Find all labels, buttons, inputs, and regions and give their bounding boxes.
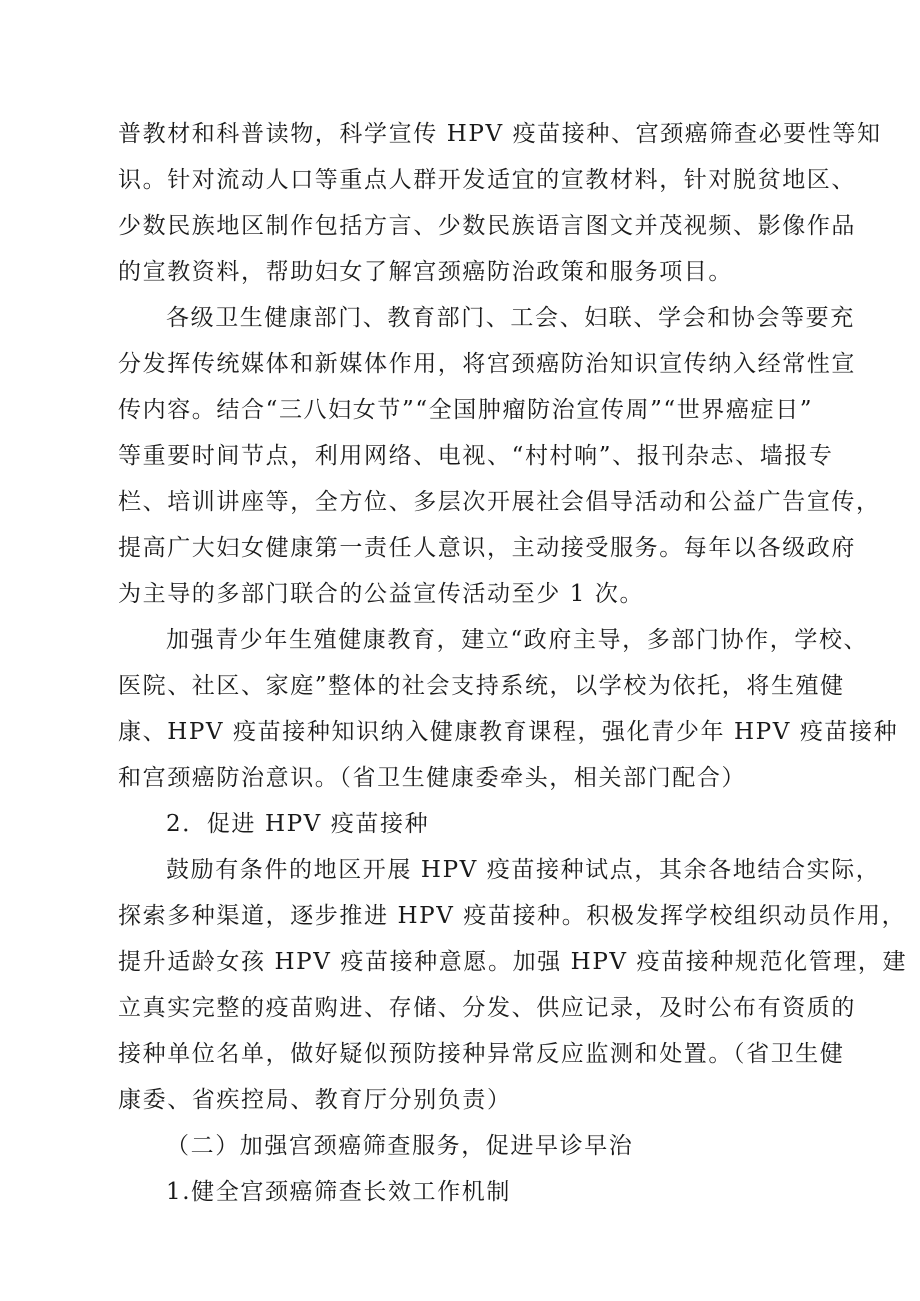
paragraph-2-line-2: 分发挥传统媒体和新媒体作用，将宫颈癌防治知识宣传纳入经常性宣 [118, 351, 856, 377]
paragraph-4-line-5: 接种单位名单，做好疑似预防接种异常反应监测和处置。（省卫生健 [118, 1041, 845, 1067]
section-heading-screening-services: （二）加强宫颈癌筛查服务，促进早诊早治 [166, 1133, 634, 1159]
paragraph-1-line-1: 普教材和科普读物，科学宣传 HPV 疫苗接种、宫颈癌筛查必要性等知 [118, 121, 882, 147]
paragraph-2-line-3: 传内容。结合“三八妇女节”“全国肿瘤防治宣传周”“世界癌症日” [118, 397, 814, 423]
subsection-heading-screening-mechanism: 1.健全宫颈癌筛查长效工作机制 [166, 1179, 511, 1205]
paragraph-1-line-4: 的宣教资料，帮助妇女了解宫颈癌防治政策和服务项目。 [118, 259, 733, 285]
paragraph-3-line-4: 和宫颈癌防治意识。（省卫生健康委牵头，相关部门配合） [118, 765, 747, 791]
paragraph-2-line-7: 为主导的多部门联合的公益宣传活动至少 1 次。 [118, 581, 645, 607]
paragraph-3-line-2: 医院、社区、家庭”整体的社会支持系统，以学校为依托，将生殖健 [118, 673, 845, 699]
paragraph-4-line-6: 康委、省疾控局、教育厅分别负责） [118, 1087, 512, 1113]
paragraph-1-line-2: 识。针对流动人口等重点人群开发适宜的宣教材料，针对脱贫地区、 [118, 167, 856, 193]
paragraph-4-line-3: 提升适龄女孩 HPV 疫苗接种意愿。加强 HPV 疫苗接种规范化管理，建 [118, 949, 908, 975]
paragraph-3-line-3: 康、HPV 疫苗接种知识纳入健康教育课程，强化青少年 HPV 疫苗接种 [118, 719, 899, 745]
paragraph-4-line-1: 鼓励有条件的地区开展 HPV 疫苗接种试点，其余各地结合实际， [166, 857, 881, 883]
paragraph-4-line-4: 立真实完整的疫苗购进、存储、分发、供应记录，及时公布有资质的 [118, 995, 856, 1021]
paragraph-2-line-6: 提高广大妇女健康第一责任人意识，主动接受服务。每年以各级政府 [118, 535, 856, 561]
paragraph-2-line-4: 等重要时间节点，利用网络、电视、“村村响”、报刊杂志、墙报专 [118, 443, 834, 469]
paragraph-3-line-1: 加强青少年生殖健康教育，建立“政府主导，多部门协作，学校、 [166, 627, 869, 653]
section-heading-hpv-vaccination: 2．促进 HPV 疫苗接种 [166, 811, 430, 837]
paragraph-2-line-5: 栏、培训讲座等，全方位、多层次开展社会倡导活动和公益广告宣传， [118, 489, 881, 515]
paragraph-1-line-3: 少数民族地区制作包括方言、少数民族语言图文并茂视频、影像作品 [118, 213, 856, 239]
paragraph-4-line-2: 探索多种渠道，逐步推进 HPV 疫苗接种。积极发挥学校组织动员作用， [118, 903, 907, 929]
paragraph-2-line-1: 各级卫生健康部门、教育部门、工会、妇联、学会和协会等要充 [166, 305, 855, 331]
